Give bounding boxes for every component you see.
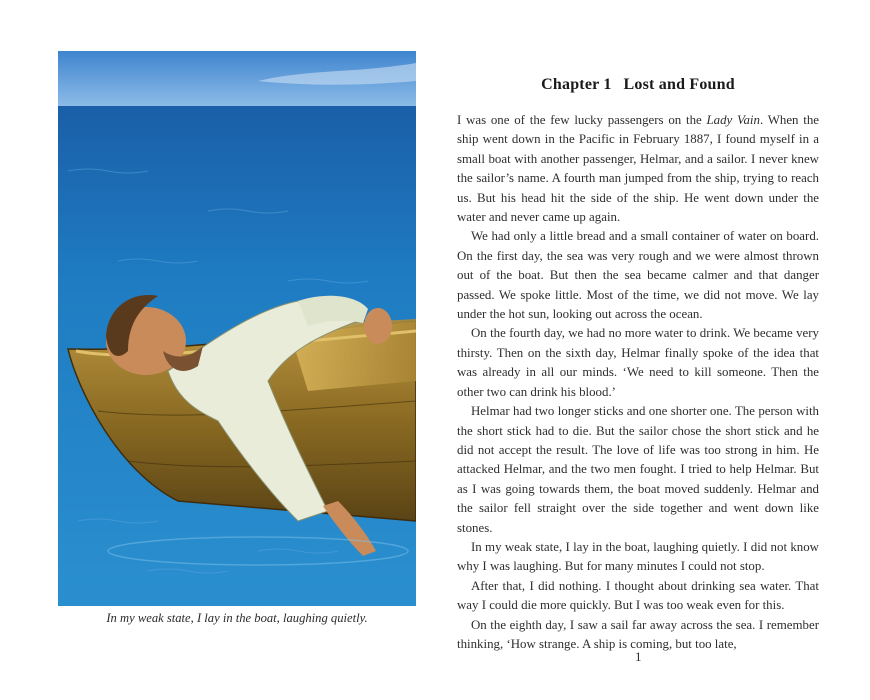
page-number: 1 (635, 649, 642, 664)
ship-name: Lady Vain (706, 113, 760, 127)
paragraph-6: After that, I did nothing. I thought about drinking sea water. That way I could die more quickly. But I was too weak even for this. (457, 578, 819, 613)
paragraph-3: On the fourth day, we had no more water to drink. We became very thirsty. Then on the sixth day, Helmar finally spoke of the idea that was already in all our minds. ‘We need to kill someone. Then the other two can drink his blood.’ (457, 326, 819, 399)
paragraph-1 (457, 111, 819, 227)
chapter-body (457, 111, 819, 654)
paragraph-4: Helmar had two longer sticks and one shorter one. The person with the short stick had to die. But the sailor chose the short stick and he did not accept the result. The love of life was too strong in him. He attacked Helmar, and the two men fought. I tried to help Helmar. But as I was going towards them, the boat moved suddenly. Helmar and the sailor fell straight over the side together and went down like stones. (457, 404, 819, 535)
paragraph-5: In my weak state, I lay in the boat, laughing quietly. I did not know why I was laughing. But for many minutes I could not stop. (457, 539, 819, 574)
paragraph-7: On the eighth day, I saw a sail far away across the sea. I remember thinking, ‘How strange. A ship is coming, but too late, (457, 617, 819, 651)
chapter-heading (457, 76, 819, 94)
paragraph-text: . When the ship went down in the Pacific in February 1887, I found myself in a small boat with another passenger, Helmar, and a sailor. I never knew the sailor’s name. A fourth man jumped from the ship, trying to reach us. But his head hit the side of the ship. He went down under the water and never came up again. (457, 113, 820, 225)
illustration (58, 51, 416, 606)
castaway-in-boat-illustration (58, 51, 416, 606)
paragraph-2: We had only a little bread and a small container of water on board. On the first day, the sea was very rough and we were almost thrown out of the boat. But then the sea became calmer and that danger passed. We spoke little. Most of the time, we did not move. We lay under the hot sun, looking out across the ocean. (457, 229, 819, 322)
illustration-caption: In my weak state, I lay in the boat, laughing quietly. (106, 611, 368, 625)
paragraph-text: I was one of the few lucky passengers on the (457, 113, 707, 127)
chapter-title: Lost and Found (623, 76, 735, 93)
chapter-number: Chapter 1 (541, 76, 612, 93)
